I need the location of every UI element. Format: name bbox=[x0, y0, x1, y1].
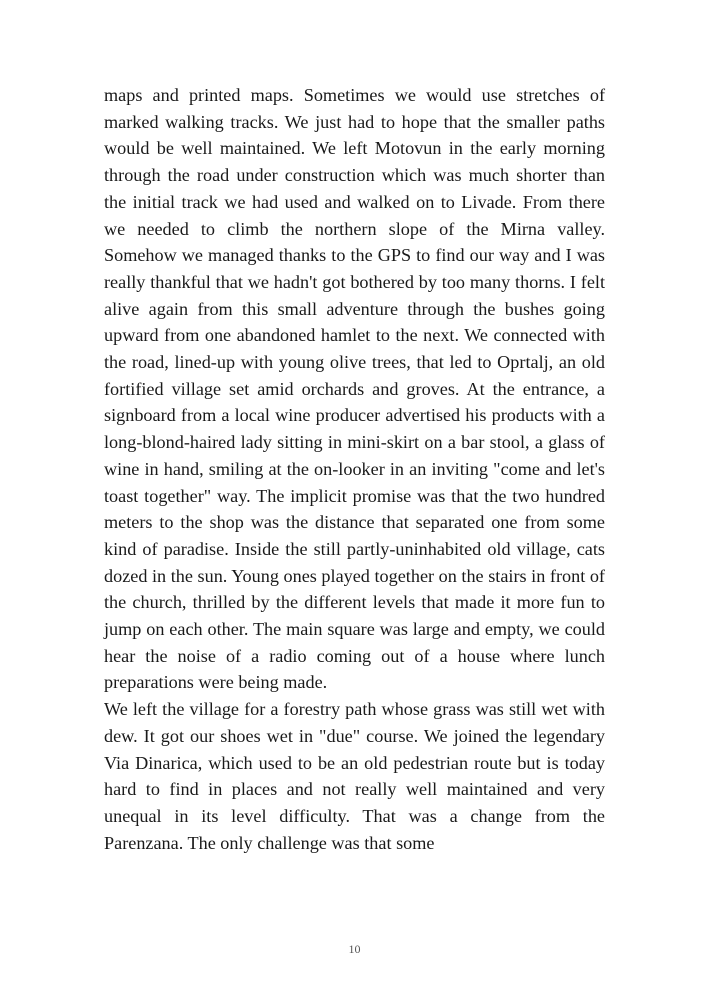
paragraph-1: maps and printed maps. Sometimes we would use stretches of marked walking tracks. We just had to hope that the smaller paths would be well maintained. We left Motovun in the early morning through the road under construction which was much shorter than the initial track we had used and walked on to Livade. From there we needed to climb the northern slope of the Mirna valley. Somehow we managed thanks to the GPS to find our way and I was really thankful that we hadn't got bothered by too many thorns. I felt alive again from this small adventure through the bushes going upward from one abandoned hamlet to the next. We connected with the road, lined-up with young olive trees, that led to Oprtalj, an old fortified village set amid orchards and groves. At the entrance, a signboard from a local wine producer advertised his products with a long-blond-haired lady sitting in mini-skirt on a bar stool, a glass of wine in hand, smiling at the on-looker in an inviting "come and let's toast together" way. The implicit promise was that the two hundred meters to the shop was the distance that separated one from some kind of paradise. Inside the still partly-uninhabited old village, cats dozed in the sun. Young ones played together on the stairs in front of the church, thrilled by the different levels that made it more fun to jump on each other. The main square was large and empty, we could hear the noise of a radio coming out of a house where lunch preparations were being made. bbox=[104, 85, 605, 693]
page-number: 10 bbox=[348, 942, 361, 956]
body-text bbox=[104, 82, 605, 856]
paragraph-2: We left the village for a forestry path whose grass was still wet with dew. It got our shoes wet in "due" course. We joined the legendary Via Dinarica, which used to be an old pedestrian route but is today hard to find in places and not really well maintained and very unequal in its level difficulty. That was a change from the Parenzana. The only challenge was that some bbox=[104, 699, 605, 853]
